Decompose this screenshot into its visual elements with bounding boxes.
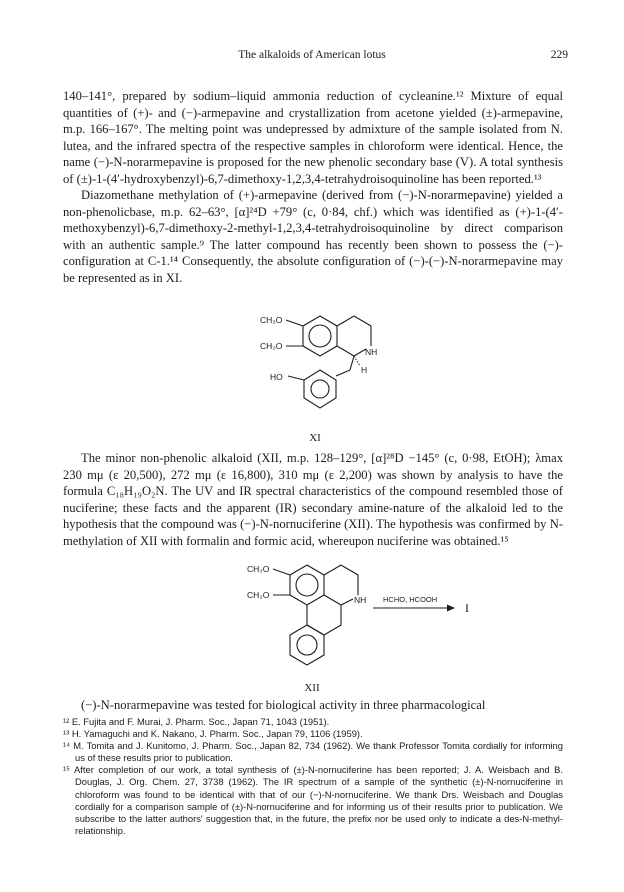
structure-xii [225,555,485,665]
xi-phenol-ring [304,370,336,408]
xi-heterocycle-bottom [337,346,366,356]
structure-xi-drawing [240,298,390,408]
xi-aromatic-ring [303,316,337,356]
paragraph-3: The minor non-phenolic alkaloid (XII, m.p. 128–129°, [α]²⁸D −145° (c, 0·98, EtOH); λmax 230 mμ (ε 20,500), 272 mμ (ε 16,800), 310 mμ (ε 2,200) was shown by analysis to have the formula C₁₈H₁₉O₂N. The UV and IR spectral characteristics of the compound resembled those of nuciferine; these facts and the apparent (IR) secondary amine-nature of the alkaloid led to the hypothesis that the compound was (−)-N-nornuciferine (XII). The hypothesis was confirmed by N-methylation of XII with formalin and formic acid, whereupon nuciferine was obtained.¹⁵ [63,451,563,548]
footnote-15: ¹⁵ After completion of our work, a total synthesis of (±)-N-nornuciferine has been reported; J. A. Weisbach and B. Douglas, J. Org. Chem. 27, 3738 (1962). The IR spectrum of a sample of the synthetic (±)-N-nornuciferine in chloroform was found to be identical with that of our (−)-N-nornuciferine. We thank Drs. Weisbach and Douglas cordially for a comparison sample of (±)-N-nornuciferine and for informing us of their results prior to publication. We subscribe to the latter authors' suggestion that, in the future, the prefix nor be used only to indicate a des-N-methyl-relationship. [63,764,563,836]
xi-benzyl-bond [336,370,350,376]
xi-ch2-bond [350,356,354,370]
xii-ome-bottom-label: CH₃O [247,590,270,600]
running-header [0,49,624,65]
xi-heterocycle-top [337,316,371,346]
xi-ho-bond [288,376,304,380]
paragraph-1: 140–141°, prepared by sodium–liquid ammonia reduction of cycleanine.¹² Mixture of equal quantities of (+)- and (−)-armepavine and crystallization from acetone yielded (±)-armepavine, m.p. 166–167°. The melting point was undepressed by admixture of the sample isolated from N. lutea, and the infrared spectra of the respective samples in chloroform were identical. Hence, the name (−)-N-norarmepavine is proposed for the new phenolic secondary base (V). A total synthesis of (±)-1-(4′-hydroxybenzyl)-6,7-dimethoxy-1,2,3,4-tetrahydroisoquinoline has been reported.¹³ [63,89,563,186]
structure-xi-label: XI [309,432,321,444]
xi-h-label: H [361,365,368,375]
footnote-12: ¹² E. Fujita and F. Murai, J. Pharm. Soc., Japan 71, 1043 (1951). [63,716,330,727]
xi-aromatic-circle [309,325,331,347]
footnote-13: ¹³ H. Yamaguchi and K. Nakano, J. Pharm. Soc., Japan 79, 1106 (1959). [63,728,363,740]
structure-xii-label: XII [304,682,320,694]
xii-ring-c [307,605,341,635]
xi-h-hashed-bond [354,356,360,366]
page-number: 229 [550,49,568,61]
structure-xi [240,298,390,408]
paragraph-4: (−)-N-norarmepavine was tested for biological activity in three pharmacological [81,698,486,712]
paragraph-2: Diazomethane methylation of (+)-armepavine (derived from (−)-N-norarmepavine) yielded a non-phenolicbase, m.p. 62–63°, [α]²⁴D +79° (c, 0·84, chf.) which was identified as (+)-1-(4′-methoxybenzyl)-6,7-dimethoxy-2-methyl-1,2,3,4-tetrahydroisoquinoline by direct comparison with an authentic sample.⁹ The latter compound has recently been shown to possess the (−)-configuration at C-1.¹⁴ Consequently, the absolute configuration of (−)-(−)-N-norarmepavine may be represented as in XI. [63,188,563,285]
xi-ome-bond-top [286,320,303,326]
reaction-product: I [465,601,469,615]
reaction-reagents: HCHO, HCOOH [383,595,438,604]
footnotes [63,716,563,837]
xii-ring-d-circle [297,635,317,655]
xi-ome-bottom-label: CH₃O [260,341,283,351]
reaction-arrow-head [447,605,455,612]
xii-ring-a [290,565,324,605]
xi-nh-label: NH [365,347,378,357]
xi-ome-top-label: CH₃O [260,315,283,325]
xii-ring-a-circle [296,574,318,596]
footnote-14: ¹⁴ M. Tomita and J. Kunitomo, J. Pharm. Soc., Japan 82, 734 (1962). We thank Professor Tomita cordially for informing us of these results prior to publication. [63,740,563,764]
xii-ome-bond-top [273,569,290,575]
xii-ring-b-top [324,565,358,595]
xii-ring-b-bottom [324,595,353,605]
xi-ho-label: HO [270,372,283,382]
xi-phenol-circle [311,380,329,398]
xii-ring-d [290,625,324,665]
structure-xii-drawing [225,555,485,665]
xii-nh-label: NH [354,595,367,605]
running-title: The alkaloids of American lotus [238,49,386,61]
xii-ome-top-label: CH₃O [247,564,270,574]
